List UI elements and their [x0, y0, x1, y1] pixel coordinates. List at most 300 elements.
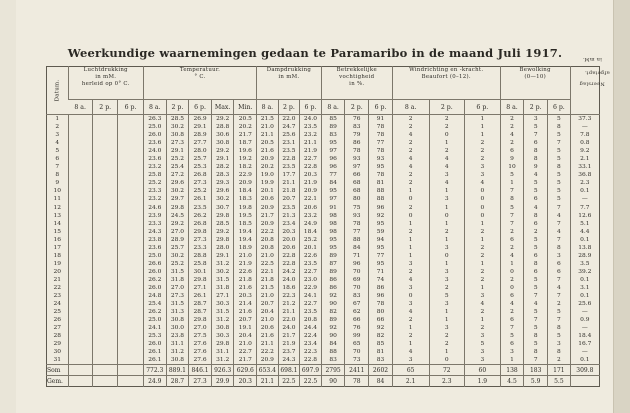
voch-6p: 6 p. [369, 100, 393, 115]
cell-wind-6p-day-5: 2 [480, 148, 485, 155]
cell-temp-2p-day-10: 30.2 [170, 188, 184, 195]
cell-damp-6p-day-5: 21.9 [303, 148, 318, 155]
cell-datum-day-10: 10 [53, 188, 62, 195]
cell-datum-day-16: 16 [53, 236, 62, 243]
cell-temp-8a-day-31: 26.1 [148, 357, 162, 364]
col-temp-min [234, 115, 257, 365]
cell-temp-min-day-26: 20.7 [238, 317, 252, 324]
cell-bew-6p-day-2: 8 [556, 124, 561, 131]
cell-wind-6p-day-13: 0 [480, 212, 485, 219]
cell-bew-2p-day-14: 6 [533, 220, 538, 227]
cell-temp-6p-day-30: 27.6 [193, 349, 207, 356]
cell-wind-8a-day-10: 1 [408, 188, 413, 195]
cell-temp-max-day-5: 29.2 [216, 148, 230, 155]
page-title: Weerkundige waarnemingen gedaan te Paramaribo in de maand Juli 1917. [67, 46, 563, 60]
cell-temp-min-day-20: 22.6 [238, 268, 252, 275]
cell-damp-8a-day-3: 21.1 [260, 132, 274, 139]
cell-bew-8a-day-18: 4 [510, 252, 514, 259]
cell-temp-min-day-30: 22.7 [238, 349, 252, 356]
som-temp-2p: 889.1 [166, 365, 189, 376]
cell-voch-6p-day-30: 81 [376, 349, 385, 356]
cell-temp-2p-day-17: 25.7 [170, 244, 184, 251]
cell-neerslag-day-25: — [581, 309, 588, 316]
cell-wind-2p-day-2: 2 [444, 124, 449, 131]
cell-bew-2p-day-6: 8 [533, 156, 538, 163]
cell-temp-min-day-21: 21.8 [238, 276, 252, 283]
cell-neerslag-day-8: 36.8 [578, 172, 592, 179]
cell-wind-6p-day-1: 1 [480, 116, 485, 122]
cell-wind-8a-day-26: 2 [408, 317, 413, 324]
cell-damp-8a-day-8: 19.0 [260, 172, 274, 179]
cell-temp-8a-day-17: 23.6 [148, 244, 162, 251]
cell-temp-2p-day-4: 27.3 [170, 140, 184, 147]
cell-bew-2p-day-30: 8 [533, 349, 538, 356]
cell-bew-6p-day-27: 8 [556, 325, 561, 332]
cell-damp-2p-day-25: 21.1 [282, 309, 296, 316]
cell-temp-max-day-26: 31.2 [216, 317, 230, 324]
col-bew-2p [524, 115, 548, 365]
cell-damp-2p-day-2: 24.7 [282, 124, 296, 131]
cell-temp-6p-day-20: 30.1 [193, 268, 207, 275]
cell-damp-6p-day-7: 22.8 [303, 164, 318, 171]
cell-temp-min-day-24: 21.4 [238, 301, 252, 308]
cell-damp-8a-day-2: 21.0 [260, 124, 274, 131]
cell-voch-2p-day-25: 62 [353, 309, 361, 316]
cell-temp-8a-day-4: 23.6 [148, 140, 162, 147]
cell-neerslag-day-10: 0.1 [580, 188, 590, 195]
cell-wind-8a-day-3: 4 [408, 132, 413, 139]
cell-bew-6p-day-8: 5 [556, 172, 561, 179]
cell-temp-6p-day-27: 27.0 [193, 325, 207, 332]
cell-bew-2p-day-3: 7 [533, 132, 538, 139]
cell-temp-6p-day-8: 26.8 [193, 172, 207, 179]
cell-wind-6p-day-31: 3 [480, 357, 485, 364]
cell-neerslag-day-31: 0.1 [580, 357, 590, 364]
col-bew-8a [500, 115, 524, 365]
cell-wind-8a-day-30: 4 [408, 349, 413, 356]
cell-temp-min-day-9: 20.9 [238, 180, 252, 187]
cell-bew-6p-day-19: 6 [556, 260, 561, 267]
cell-wind-2p-day-7: 4 [444, 164, 449, 171]
cell-datum-day-27: 27 [53, 325, 62, 332]
cell-wind-6p-day-24: 4 [480, 301, 485, 308]
cell-bew-2p-day-20: 6 [533, 268, 538, 275]
gem-bew-8a: 4.5 [500, 376, 524, 387]
cell-wind-2p-day-23: 5 [444, 293, 449, 300]
cell-temp-min-day-13: 19.5 [238, 212, 252, 219]
cell-voch-8a-day-24: 90 [329, 301, 337, 308]
cell-temp-2p-day-22: 27.0 [170, 284, 184, 291]
cell-bew-2p-day-10: 5 [533, 188, 538, 195]
cell-damp-8a-day-24: 20.7 [260, 301, 274, 308]
cell-datum-day-24: 24 [53, 301, 62, 308]
cell-voch-2p-day-21: 69 [353, 276, 361, 283]
datum-header: Datum. [47, 67, 69, 115]
cell-bew-6p-day-23: 7 [556, 293, 561, 300]
cell-neerslag-day-21: 0.1 [580, 276, 590, 283]
cell-damp-8a-day-15: 22.2 [260, 228, 274, 235]
cell-wind-8a-day-21: 4 [408, 276, 413, 283]
cell-voch-2p-day-14: 78 [353, 220, 361, 227]
cell-wind-2p-day-12: 1 [444, 204, 449, 211]
cell-bew-6p-day-20: 6 [556, 268, 561, 275]
cell-bew-2p-day-22: 5 [533, 284, 538, 291]
cell-temp-max-day-19: 31.2 [216, 260, 230, 267]
cell-bew-6p-day-16: 7 [556, 236, 561, 243]
cell-neerslag-day-30: — [581, 349, 588, 356]
cell-damp-6p-day-2: 23.5 [303, 124, 318, 131]
cell-voch-8a-day-11: 97 [329, 196, 337, 203]
cell-temp-8a-day-21: 26.2 [148, 276, 162, 283]
cell-temp-min-day-12: 19.8 [238, 204, 252, 211]
cell-neerslag-day-22: 3.1 [580, 284, 590, 291]
cell-damp-2p-day-24: 21.2 [282, 301, 296, 308]
cell-damp-8a-day-22: 21.5 [260, 284, 274, 291]
cell-temp-min-day-27: 19.1 [238, 325, 252, 332]
cell-bew-2p-day-28: 8 [533, 333, 538, 340]
cell-voch-8a-day-21: 86 [329, 276, 337, 283]
cell-wind-2p-day-8: 3 [444, 172, 449, 179]
cell-temp-max-day-31: 31.2 [216, 357, 230, 364]
cell-temp-2p-day-5: 29.1 [170, 148, 184, 155]
cell-wind-8a-day-18: 1 [408, 252, 413, 259]
cell-neerslag-day-20: 39.2 [578, 268, 592, 275]
cell-bew-6p-day-18: 3 [556, 252, 561, 259]
cell-bew-8a-day-1: 2 [510, 116, 514, 122]
cell-voch-2p-day-31: 73 [353, 357, 361, 364]
cell-voch-6p-day-1: 91 [376, 116, 385, 122]
cell-voch-8a-day-1: 85 [329, 116, 337, 122]
cell-wind-6p-day-12: 0 [480, 204, 485, 211]
cell-damp-2p-day-22: 18.6 [282, 284, 296, 291]
cell-wind-6p-day-22: 1 [480, 284, 485, 291]
damp-6p: 6 p. [300, 100, 322, 115]
cell-datum-day-5: 5 [55, 148, 60, 155]
cell-voch-6p-day-29: 85 [376, 341, 385, 348]
cell-damp-8a-day-29: 21.1 [260, 341, 274, 348]
cell-voch-8a-day-23: 92 [329, 293, 337, 300]
cell-neerslag-day-18: 28.9 [578, 252, 592, 259]
cell-voch-8a-day-30: 88 [329, 349, 337, 356]
cell-voch-6p-day-23: 96 [376, 293, 385, 300]
cell-temp-8a-day-22: 26.0 [148, 284, 162, 291]
cell-datum-day-15: 15 [53, 228, 62, 235]
cell-voch-2p-day-16: 88 [353, 236, 361, 243]
cell-wind-6p-day-10: 0 [480, 188, 485, 195]
cell-wind-2p-day-20: 3 [444, 268, 449, 275]
cell-wind-8a-day-25: 4 [408, 309, 413, 316]
cell-wind-6p-day-15: 2 [480, 228, 485, 235]
cell-bew-6p-day-6: 5 [556, 156, 561, 163]
cell-temp-min-day-6: 19.2 [238, 156, 252, 163]
cell-voch-6p-day-2: 78 [376, 124, 385, 131]
cell-damp-6p-day-29: 23.4 [303, 341, 318, 348]
cell-bew-6p-day-5: 5 [556, 148, 561, 155]
cell-wind-2p-day-3: 0 [444, 132, 449, 139]
cell-neerslag-day-24: 25.6 [578, 301, 592, 308]
cell-voch-6p-day-19: 95 [376, 260, 385, 267]
cell-damp-6p-day-18: 22.6 [303, 252, 318, 259]
cell-wind-8a-day-1: 2 [408, 116, 413, 122]
cell-temp-2p-day-27: 30.0 [170, 325, 184, 332]
cell-bew-2p-day-11: 6 [533, 196, 538, 203]
col-lucht-8a [68, 115, 93, 365]
cell-wind-2p-day-16: 1 [444, 236, 449, 243]
cell-temp-max-day-24: 30.3 [216, 301, 230, 308]
cell-temp-min-day-1: 20.5 [238, 116, 252, 122]
cell-voch-2p-day-15: 77 [353, 228, 361, 235]
col-damp-8a [257, 115, 279, 365]
cell-datum-day-1: 1 [55, 116, 60, 122]
som-row [47, 365, 600, 376]
cell-temp-6p-day-13: 26.2 [193, 212, 207, 219]
cell-voch-6p-day-4: 77 [376, 140, 385, 147]
cell-damp-6p-day-15: 18.4 [303, 228, 318, 235]
cell-temp-min-day-31: 21.7 [238, 357, 252, 364]
cell-temp-2p-day-2: 30.2 [170, 124, 184, 131]
cell-bew-6p-day-21: 7 [556, 276, 561, 283]
gem-temp-6p: 27.3 [189, 376, 212, 387]
gem-wind-2p: 2.3 [429, 376, 465, 387]
cell-datum-day-6: 6 [55, 156, 60, 163]
cell-damp-6p-day-6: 22.7 [303, 156, 318, 163]
cell-temp-max-day-22: 31.8 [216, 284, 230, 291]
cell-voch-8a-day-15: 98 [329, 228, 337, 235]
cell-wind-8a-day-7: 4 [408, 164, 413, 171]
cell-datum-day-22: 22 [53, 284, 62, 291]
cell-damp-2p-day-29: 21.9 [282, 341, 296, 348]
cell-temp-max-day-6: 29.1 [216, 156, 230, 163]
cell-damp-2p-day-4: 23.1 [282, 140, 296, 147]
cell-temp-2p-day-6: 25.2 [170, 156, 184, 163]
gem-label: Gem. [47, 376, 69, 387]
cell-temp-6p-day-9: 27.3 [193, 180, 207, 187]
cell-voch-6p-day-9: 81 [376, 180, 385, 187]
cell-datum-day-21: 21 [53, 276, 62, 283]
cell-voch-8a-day-13: 98 [329, 212, 337, 219]
cell-neerslag-day-7: 33.1 [578, 164, 592, 171]
cell-temp-8a-day-30: 26.1 [148, 349, 162, 356]
col-temp-8a [143, 115, 166, 365]
cell-bew-8a-day-15: 2 [510, 228, 514, 235]
cell-wind-2p-day-31: 0 [444, 357, 449, 364]
lucht-2p: 2 p. [93, 100, 118, 115]
som-label: Som [47, 365, 69, 376]
cell-temp-min-day-17: 18.9 [238, 244, 252, 251]
cell-bew-6p-day-29: 3 [556, 341, 561, 348]
cell-datum-day-2: 2 [55, 124, 60, 131]
cell-temp-max-day-13: 29.8 [216, 212, 230, 219]
cell-bew-6p-day-31: 2 [556, 357, 561, 364]
gem-row [47, 376, 600, 387]
damp-8a: 8 a. [257, 100, 279, 115]
cell-temp-2p-day-20: 31.5 [170, 268, 184, 275]
cell-temp-8a-day-2: 25.0 [148, 124, 162, 131]
cell-datum-day-3: 3 [55, 132, 60, 139]
cell-neerslag-day-5: 9.2 [580, 148, 590, 155]
cell-wind-8a-day-14: 1 [408, 220, 413, 227]
cell-wind-6p-day-4: 2 [480, 140, 485, 147]
cell-temp-8a-day-3: 26.0 [148, 132, 162, 139]
cell-wind-2p-day-9: 4 [444, 180, 449, 187]
cell-bew-8a-day-11: 8 [510, 196, 514, 203]
cell-wind-2p-day-25: 1 [444, 309, 449, 316]
cell-wind-6p-day-7: 3 [480, 164, 485, 171]
cell-neerslag-day-28: 18.4 [578, 333, 592, 340]
cell-damp-8a-day-18: 21.0 [260, 252, 274, 259]
cell-bew-6p-day-3: 5 [556, 132, 561, 139]
wind-2p: 2 p. [429, 100, 465, 115]
cell-datum-day-18: 18 [53, 252, 62, 259]
cell-wind-2p-day-13: 0 [444, 212, 449, 219]
cell-damp-8a-day-9: 19.9 [260, 180, 274, 187]
cell-voch-2p-day-4: 86 [353, 140, 361, 147]
som-damp-8a: 653.4 [257, 365, 279, 376]
cell-temp-6p-day-6: 25.7 [193, 156, 207, 163]
cell-voch-6p-day-7: 95 [376, 164, 385, 171]
vochtigheid-header: Betrekkelijke vochtigheid in %. [321, 67, 392, 100]
cell-wind-8a-day-9: 2 [408, 180, 413, 187]
cell-damp-6p-day-16: 25.2 [303, 236, 318, 243]
cell-damp-6p-day-28: 22.4 [303, 333, 318, 340]
cell-wind-8a-day-13: 0 [408, 212, 413, 219]
cell-temp-min-day-7: 18.2 [238, 164, 252, 171]
cell-damp-2p-day-15: 20.3 [282, 228, 296, 235]
cell-datum-day-20: 20 [53, 268, 62, 275]
cell-voch-2p-day-9: 68 [353, 180, 361, 187]
cell-damp-8a-day-17: 20.8 [260, 244, 274, 251]
cell-damp-2p-day-21: 24.0 [282, 276, 296, 283]
cell-voch-6p-day-28: 82 [376, 333, 385, 340]
gem-wind-8a: 2.1 [392, 376, 429, 387]
cell-temp-8a-day-6: 23.6 [148, 156, 162, 163]
cell-voch-2p-day-2: 83 [353, 124, 361, 131]
cell-damp-8a-day-11: 20.6 [260, 196, 274, 203]
cell-temp-max-day-28: 30.3 [216, 333, 230, 340]
cell-voch-6p-day-18: 77 [376, 252, 385, 259]
cell-datum-day-9: 9 [55, 180, 60, 187]
som-voch-8a: 2795 [321, 365, 345, 376]
cell-temp-6p-day-4: 27.7 [193, 140, 207, 147]
cell-temp-6p-day-22: 27.1 [193, 284, 207, 291]
cell-temp-6p-day-5: 28.0 [193, 148, 207, 155]
cell-temp-2p-day-23: 27.3 [170, 293, 184, 300]
cell-damp-6p-day-17: 20.1 [303, 244, 318, 251]
cell-bew-6p-day-11: 5 [556, 196, 561, 203]
cell-damp-6p-day-8: 20.3 [303, 172, 318, 179]
cell-damp-6p-day-19: 23.5 [303, 260, 318, 267]
cell-wind-2p-day-30: 1 [444, 349, 449, 356]
cell-voch-2p-day-24: 67 [353, 301, 361, 308]
cell-datum-day-14: 14 [53, 220, 62, 227]
cell-bew-6p-day-15: 4 [556, 228, 561, 235]
wind-6p: 6 p. [465, 100, 501, 115]
cell-temp-6p-day-18: 28.8 [193, 252, 207, 259]
cell-wind-6p-day-3: 1 [480, 132, 485, 139]
cell-temp-max-day-18: 29.1 [216, 252, 230, 259]
cell-temp-8a-day-29: 26.0 [148, 341, 162, 348]
som-wind-8a: 65 [392, 365, 429, 376]
cell-wind-2p-day-19: 1 [444, 260, 449, 267]
cell-wind-8a-day-5: 2 [408, 148, 413, 155]
cell-voch-8a-day-4: 95 [329, 140, 337, 147]
cell-wind-6p-day-23: 3 [480, 293, 485, 300]
cell-wind-6p-day-28: 3 [480, 333, 485, 340]
cell-temp-8a-day-26: 25.0 [148, 317, 162, 324]
som-wind-6p: 60 [465, 365, 501, 376]
som-temp-8a: 772.3 [143, 365, 166, 376]
cell-temp-min-day-15: 19.4 [238, 228, 252, 235]
cell-temp-6p-day-25: 28.7 [193, 309, 207, 316]
cell-voch-2p-day-12: 75 [353, 204, 361, 211]
cell-wind-2p-day-26: 1 [444, 317, 449, 324]
cell-wind-8a-day-20: 2 [408, 268, 413, 275]
cell-damp-2p-day-31: 24.3 [282, 357, 296, 364]
cell-neerslag-day-23: 0.1 [580, 293, 590, 300]
col-lucht-6p [118, 115, 144, 365]
cell-bew-6p-day-25: 5 [556, 309, 561, 316]
temp-8a: 8 a. [143, 100, 166, 115]
cell-bew-8a-day-2: 2 [510, 124, 514, 131]
cell-bew-8a-day-4: 2 [510, 140, 514, 147]
cell-voch-2p-day-23: 83 [353, 293, 361, 300]
cell-voch-2p-day-20: 70 [353, 268, 361, 275]
cell-bew-8a-day-14: 7 [510, 220, 514, 227]
cell-bew-2p-day-25: 5 [533, 309, 538, 316]
col-neerslag [570, 115, 599, 365]
cell-voch-6p-day-10: 88 [376, 188, 385, 195]
cell-temp-8a-day-25: 26.2 [148, 309, 162, 316]
cell-bew-8a-day-20: 0 [510, 268, 514, 275]
cell-damp-8a-day-28: 21.6 [260, 333, 274, 340]
lucht-8a: 8 a. [68, 100, 93, 115]
cell-temp-max-day-3: 30.6 [216, 132, 230, 139]
cell-bew-6p-day-22: 4 [556, 284, 561, 291]
cell-bew-2p-day-27: 5 [533, 325, 538, 332]
cell-voch-8a-day-3: 83 [329, 132, 337, 139]
cell-bew-6p-day-17: 8 [556, 244, 561, 251]
damp-2p: 2 p. [278, 100, 300, 115]
cell-temp-6p-day-21: 29.8 [193, 276, 207, 283]
cell-wind-6p-day-14: 1 [480, 220, 485, 227]
cell-damp-6p-day-4: 21.1 [303, 140, 318, 147]
cell-wind-6p-day-16: 1 [480, 236, 485, 243]
cell-wind-8a-day-2: 2 [408, 124, 413, 131]
cell-temp-2p-day-16: 28.9 [170, 236, 184, 243]
cell-temp-max-day-2: 28.8 [216, 124, 230, 131]
cell-damp-8a-day-4: 20.5 [260, 140, 274, 147]
cell-temp-max-day-8: 28.3 [216, 172, 230, 179]
cell-bew-6p-day-14: 7 [556, 220, 561, 227]
cell-damp-2p-day-14: 23.4 [282, 220, 296, 227]
cell-bew-8a-day-21: 2 [510, 276, 514, 283]
cell-temp-2p-day-18: 30.2 [170, 252, 184, 259]
cell-neerslag-day-14: 5.1 [580, 220, 590, 227]
lucht-6p: 6 p. [118, 100, 144, 115]
cell-bew-6p-day-28: 5 [556, 333, 561, 340]
temp-2p: 2 p. [166, 100, 189, 115]
cell-damp-2p-day-27: 24.0 [282, 325, 296, 332]
bew-2p: 2 p. [524, 100, 548, 115]
cell-voch-6p-day-22: 86 [376, 284, 385, 291]
cell-bew-6p-day-10: 5 [556, 188, 561, 195]
gem-bew-6p: 5.5 [548, 376, 571, 387]
cell-bew-6p-day-24: 2 [556, 301, 561, 308]
cell-damp-2p-day-12: 23.5 [282, 204, 296, 211]
som-damp-2p: 698.1 [278, 365, 300, 376]
cell-bew-2p-day-19: 8 [533, 260, 538, 267]
cell-damp-2p-day-16: 20.0 [282, 236, 296, 243]
